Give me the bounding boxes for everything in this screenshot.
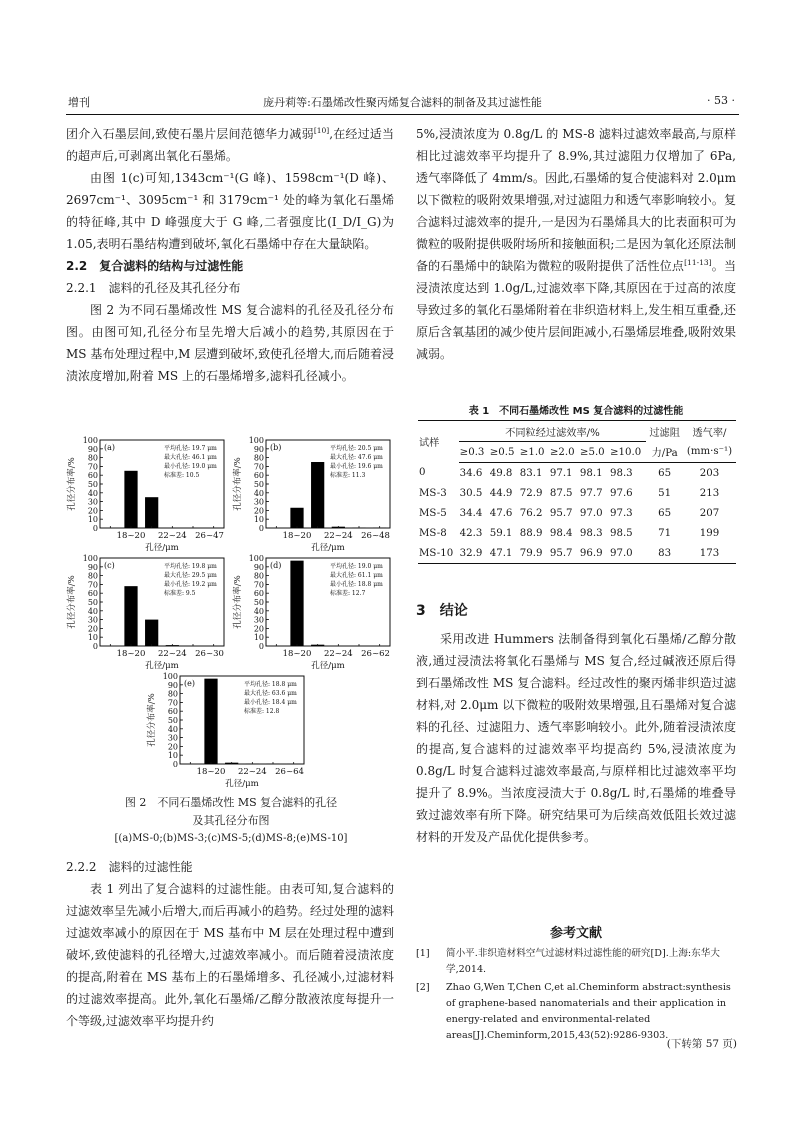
y-tick-label: 40 — [87, 488, 98, 498]
table-cell: 79.9 — [519, 543, 549, 564]
stat-annotation: 标准差: 12.7 — [330, 590, 366, 597]
panel-label: (e) — [184, 679, 195, 688]
header-permeability-unit: (mm·s⁻¹) — [683, 442, 736, 463]
x-tick-label: 22~24 — [237, 767, 267, 777]
stat-annotation: 平均孔径: 19.7 μm — [164, 445, 217, 452]
bar-19-20 — [204, 679, 217, 764]
table-row — [418, 543, 736, 564]
y-axis-label: 孔径分布率/% — [67, 457, 77, 511]
y-tick-label: 20 — [87, 624, 98, 634]
y-axis-label: 孔径分布率/% — [233, 457, 243, 511]
y-tick-label: 20 — [253, 624, 264, 634]
y-tick-label: 50 — [167, 716, 178, 725]
table-cell: 97.7 — [579, 487, 603, 499]
stat-annotation: 最小孔径: 18.8 μm — [330, 581, 383, 588]
x-tick-label: 26~64 — [275, 767, 304, 777]
table-cell: 76.2 — [519, 507, 543, 519]
reference-number: [2] — [416, 982, 430, 993]
y-tick-label: 10 — [253, 633, 264, 643]
table-cell: MS-5 — [419, 507, 447, 519]
y-tick-label: 90 — [167, 680, 178, 690]
stat-annotation: 最大孔径: 61.1 μm — [330, 572, 383, 579]
bar-20-21 — [145, 497, 158, 528]
y-tick-label: 100 — [162, 672, 178, 681]
table-1 — [418, 420, 736, 564]
y-tick-label: 0 — [258, 642, 264, 651]
y-tick-label: 90 — [253, 562, 264, 572]
table-row — [418, 503, 736, 523]
y-tick-label: 70 — [87, 580, 98, 590]
header-size: ≥0.3 — [459, 442, 489, 463]
stat-annotation: 最小孔径: 18.4 μm — [244, 699, 297, 706]
y-tick-label: 80 — [253, 453, 264, 463]
table-cell: MS-8 — [419, 527, 447, 539]
panel-label: (b) — [270, 443, 282, 452]
paragraph: 5%,浸渍浓度为 0.8g/L 的 MS-8 滤料过滤效率最高,与原样相比过滤效率平均提升了 8.9%,其过滤阻力仅增加了 6Pa,透气率降低了 4mm/s。因此,石墨烯的复合使滤料对 2.0μm 以下微粒的吸附效果增强,对过滤阻力和透气率影响较小。复合滤料过滤效率的提升,一是因为石墨烯具大的比表面积可为微粒的吸附提供吸附场所和接触面积;二是因为氧化还原法制备的石墨烯中的缺陷为微粒的吸附提供了活性位点[11-13]。当浸渍浓度达到 1.0g/L,过滤效率下降,其原因在于过高的浓度导致过多的氧化石墨烯附着在非织造材料上,发生相互重叠,还原后含氧基团的减少使片层间距减小,石墨烯层堆叠,吸附效果减弱。 — [416, 127, 736, 361]
y-tick-label: 50 — [87, 598, 98, 607]
pore-chart-c — [66, 554, 231, 672]
stat-annotation: 最大孔径: 46.1 μm — [164, 454, 217, 461]
paragraph: 表 1 列出了复合滤料的过滤性能。由表可知,复合滤料的过滤效率呈先减小后增大,而后再减小的趋势。经过处理的滤料过滤效率减小的原因在于 MS 基布中 M 层在处理过程中遭到破坏,致使滤料的孔径增大,过滤效率减小。而后随着浸渍浓度的提高,附着在 MS 基布上的石墨烯增多、孔径减小,过滤材料的过滤效率提高。此外,氧化石墨烯/乙醇分散液浓度每提升一个等级,过滤效率平均提升约 — [66, 882, 394, 1028]
x-tick-label: 18~20 — [116, 531, 146, 541]
header-permeability: 透气率/ — [683, 421, 736, 442]
table-cell: 59.1 — [489, 527, 513, 539]
stat-annotation: 最大孔径: 47.6 μm — [330, 454, 383, 461]
table-cell: 98.1 — [579, 467, 603, 479]
table-cell: 88.9 — [519, 527, 543, 539]
y-tick-label: 40 — [87, 606, 98, 616]
page-header — [66, 92, 739, 115]
left-column-top — [66, 123, 394, 387]
x-axis-label: 孔径/μm — [311, 661, 345, 671]
y-axis-label: 孔径分布率/% — [233, 575, 243, 629]
references-list — [416, 946, 738, 1046]
stat-annotation: 标准差: 11.3 — [330, 472, 366, 479]
y-tick-label: 70 — [253, 462, 264, 472]
y-tick-label: 50 — [253, 480, 264, 489]
table-cell: MS-3 — [419, 487, 447, 499]
stat-annotation: 标准差: 10.5 — [164, 472, 200, 479]
table-row — [418, 483, 736, 503]
y-tick-label: 0 — [92, 642, 98, 651]
panel-label: (d) — [270, 561, 282, 570]
y-tick-label: 10 — [87, 515, 98, 525]
reference-item — [416, 980, 738, 1044]
table-cell: 98.3 — [579, 527, 603, 539]
y-tick-label: 60 — [253, 589, 264, 599]
x-tick-label: 18~20 — [116, 649, 146, 659]
y-tick-label: 100 — [82, 436, 98, 445]
y-tick-label: 40 — [253, 606, 264, 616]
y-tick-label: 90 — [253, 444, 264, 454]
reference-number: [1] — [416, 948, 430, 959]
table-cell: 199 — [699, 527, 720, 539]
table-cell: 72.9 — [519, 487, 543, 499]
y-tick-label: 70 — [167, 698, 178, 708]
bar-19-20 — [290, 508, 303, 528]
pore-chart-b — [232, 436, 397, 554]
table-cell: 97.3 — [609, 507, 633, 519]
pore-chart-a — [66, 436, 231, 554]
section-heading-2-2-2: 2.2.2 滤料的过滤性能 — [66, 860, 193, 874]
conclusion — [416, 628, 736, 848]
table-cell: 0 — [419, 467, 426, 479]
x-tick-label: 18~20 — [196, 767, 226, 777]
figure-caption: 图 2 不同石墨烯改性 MS 复合滤料的孔径 — [124, 796, 338, 809]
y-tick-label: 90 — [87, 562, 98, 572]
table-cell: 98.4 — [549, 527, 573, 539]
x-axis-label: 孔径/μm — [311, 543, 345, 553]
stat-annotation: 最小孔径: 19.6 μm — [330, 463, 383, 470]
x-tick-label: 18~20 — [282, 649, 312, 659]
bar-19-20 — [290, 561, 303, 646]
y-tick-label: 30 — [253, 615, 264, 625]
table-cell: 97.6 — [609, 487, 633, 499]
paragraph: 团介入石墨层间,致使石墨片层间范德华力减弱[10],在经过适当的超声后,可剥离出氧化石墨烯。 — [66, 126, 394, 163]
section-heading-2-2-1: 2.2.1 滤料的孔径及其孔径分布 — [66, 281, 241, 295]
table-cell: 96.9 — [579, 543, 609, 564]
table-cell: 42.3 — [459, 527, 483, 539]
y-tick-label: 0 — [172, 760, 178, 769]
x-axis-label: 孔径/μm — [145, 661, 179, 671]
y-axis-label: 孔径分布率/% — [67, 575, 77, 629]
y-tick-label: 100 — [82, 554, 98, 563]
journal-issue: 增刊 — [68, 96, 90, 109]
stat-annotation: 平均孔径: 20.5 μm — [330, 445, 383, 452]
table-cell: 51 — [658, 487, 672, 499]
y-tick-label: 60 — [87, 471, 98, 481]
header-size: ≥1.0 — [519, 442, 549, 463]
table-cell: 95.7 — [549, 507, 573, 519]
table-cell: 30.5 — [459, 487, 483, 499]
bar-19-20 — [124, 471, 137, 528]
table-cell: 32.9 — [459, 543, 489, 564]
x-tick-label: 26~47 — [195, 531, 224, 541]
bar-20-21 — [145, 620, 158, 646]
y-tick-label: 20 — [167, 742, 178, 752]
stat-annotation: 标准差: 9.5 — [164, 590, 196, 597]
y-tick-label: 60 — [87, 589, 98, 599]
header-size: ≥5.0 — [579, 442, 609, 463]
x-tick-label: 18~20 — [282, 531, 312, 541]
table-cell: 213 — [699, 487, 720, 499]
table-cell: 98.3 — [609, 467, 633, 479]
stat-annotation: 最小孔径: 19.2 μm — [164, 581, 217, 588]
x-axis-label: 孔径/μm — [145, 543, 179, 553]
y-tick-label: 100 — [248, 554, 264, 563]
paragraph: 图 2 为不同石墨烯改性 MS 复合滤料的孔径及孔径分布图。由图可知,孔径分布呈先增大后减小的趋势,其原因在于 MS 基布处理过程中,M 层遭到破坏,致使孔径增大,而后随着浸渍浓度增加,附着 MS 上的石墨烯增多,滤料孔径减小。 — [66, 303, 394, 383]
y-tick-label: 70 — [87, 462, 98, 472]
y-tick-label: 70 — [253, 580, 264, 590]
pore-chart-e — [146, 672, 311, 790]
header-size: ≥0.5 — [489, 442, 519, 463]
header-resistance: 过滤阻 — [646, 421, 683, 442]
table-cell: 97.1 — [549, 467, 573, 479]
y-tick-label: 90 — [87, 444, 98, 454]
panel-label: (c) — [104, 561, 115, 570]
x-tick-label: 22~24 — [157, 531, 187, 541]
y-tick-label: 20 — [253, 506, 264, 516]
table-cell: 34.4 — [459, 507, 483, 519]
y-tick-label: 50 — [87, 480, 98, 489]
y-tick-label: 30 — [167, 733, 178, 743]
y-tick-label: 50 — [253, 598, 264, 607]
table-cell: MS-10 — [418, 543, 459, 564]
stat-annotation: 最大孔径: 63.6 μm — [244, 690, 297, 697]
y-tick-label: 80 — [87, 453, 98, 463]
header-efficiency-group: 不同粒经过滤效率/% — [459, 421, 647, 442]
table-cell: 173 — [683, 543, 736, 564]
header-sample: 试样 — [418, 421, 459, 463]
page-number: · 53 · — [707, 94, 735, 107]
y-tick-label: 60 — [167, 707, 178, 717]
figure-2 — [66, 436, 396, 792]
paragraph: 采用改进 Hummers 法制备得到氧化石墨烯/乙醇分散液,通过浸渍法将氧化石墨烯与 MS 复合,经过碱液还原后得到石墨烯改性 MS 复合滤料。经过改性的聚丙烯非织造过滤材料,对 2.0μm 以下微粒的吸附效果增强,且石墨烯对复合滤料的孔径、过滤阻力、透气率影响较小。此外,随着浸渍浓度的提高,复合滤料的过滤效率平均提高约 5%,浸渍浓度为 0.8g/L 时复合滤料过滤效率最高,与原样相比过滤效率平均提升了 8.9%。当浓度浸渍大于 0.8g/L 时,石墨烯的堆叠导致过滤效率有所下降。研究结果可为后续高效低阻长效过滤材料的开发及产品优化提供参考。 — [416, 632, 736, 844]
table-cell: 47.1 — [489, 543, 519, 564]
table-cell: 47.6 — [489, 507, 513, 519]
stat-annotation: 最小孔径: 19.0 μm — [164, 463, 217, 470]
table-cell: 207 — [699, 507, 720, 519]
x-tick-label: 22~24 — [323, 649, 353, 659]
header-size: ≥2.0 — [549, 442, 579, 463]
panel-label: (a) — [104, 443, 116, 452]
table-cell: 34.6 — [459, 467, 483, 479]
bar-20-21 — [311, 462, 324, 528]
left-column-bottom — [66, 856, 394, 1032]
section-heading-3: 3 结论 — [416, 603, 468, 619]
y-tick-label: 80 — [253, 571, 264, 581]
table-cell: 87.5 — [549, 487, 573, 499]
reference-text: 简小平.非织造材料空气过滤材料过滤性能的研究[D].上海:东华大学,2014. — [446, 948, 720, 975]
table-cell: 49.8 — [489, 467, 513, 479]
y-tick-label: 0 — [92, 524, 98, 533]
table-cell: 83.1 — [519, 467, 543, 479]
table-cell: 97.0 — [609, 543, 646, 564]
table-cell: 97.0 — [579, 507, 603, 519]
figure-caption-line2: 及其孔径分布图 — [192, 814, 270, 827]
y-tick-label: 10 — [167, 751, 178, 761]
y-tick-label: 40 — [253, 488, 264, 498]
citation: [10] — [313, 126, 330, 135]
y-tick-label: 30 — [253, 497, 264, 507]
y-tick-label: 80 — [87, 571, 98, 581]
header-resistance-unit: 力/Pa — [646, 442, 683, 463]
table-cell: 65 — [658, 507, 672, 519]
y-tick-label: 10 — [87, 633, 98, 643]
table-cell: 44.9 — [489, 487, 513, 499]
y-tick-label: 0 — [258, 524, 264, 533]
paragraph: 由图 1(c)可知,1343cm⁻¹(G 峰)、1598cm⁻¹(D 峰)、2697cm⁻¹、3095cm⁻¹ 和 3179cm⁻¹ 处的峰为氧化石墨烯的特征峰,其中 D 峰强度大于 G 峰,二者强度比(I_D/I_G)为 1.05,表明石墨结构遭到破坏,氧化石墨烯中存在大量缺陷。 — [66, 171, 394, 251]
bar-19-20 — [124, 586, 137, 646]
y-tick-label: 100 — [248, 436, 264, 445]
x-tick-label: 22~24 — [323, 531, 353, 541]
y-tick-label: 10 — [253, 515, 264, 525]
figure-caption-panels: [(a)MS-0;(b)MS-3;(c)MS-5;(d)MS-8;(e)MS-10] — [114, 833, 348, 844]
section-heading-2-2: 2.2 复合滤料的结构与过滤性能 — [66, 259, 244, 273]
y-axis-label: 孔径分布率/% — [147, 693, 157, 747]
y-tick-label: 80 — [167, 689, 178, 699]
y-tick-label: 20 — [87, 506, 98, 516]
stat-annotation: 平均孔径: 18.8 μm — [244, 681, 297, 688]
pore-chart-d — [232, 554, 397, 672]
table-cell: 71 — [658, 527, 672, 539]
table-cell: 95.7 — [549, 543, 579, 564]
citation: [11-13] — [684, 258, 712, 267]
y-tick-label: 60 — [253, 471, 264, 481]
y-tick-label: 30 — [87, 497, 98, 507]
continued-note: (下转第 57 页) — [666, 1038, 737, 1050]
references-heading: 参考文献 — [549, 926, 602, 941]
stat-annotation: 标准差: 12.8 — [244, 708, 280, 715]
table-cell: 98.5 — [609, 527, 633, 539]
x-tick-label: 26~62 — [361, 649, 390, 659]
x-tick-label: 22~24 — [157, 649, 187, 659]
x-axis-label: 孔径/μm — [225, 779, 259, 789]
stat-annotation: 最大孔径: 29.5 μm — [164, 572, 217, 579]
table-cell: 83 — [646, 543, 683, 564]
running-title: 庞丹莉等:石墨烯改性聚丙烯复合滤料的制备及其过滤性能 — [263, 96, 542, 109]
y-tick-label: 40 — [167, 724, 178, 734]
table-cell: 65 — [658, 467, 672, 479]
stat-annotation: 平均孔径: 19.8 μm — [164, 563, 217, 570]
table-row — [418, 523, 736, 543]
x-tick-label: 26~48 — [361, 531, 390, 541]
table-row — [418, 463, 736, 484]
y-tick-label: 30 — [87, 615, 98, 625]
x-tick-label: 26~30 — [195, 649, 224, 659]
right-column-top — [416, 123, 736, 365]
table-caption: 表 1 不同石墨烯改性 MS 复合滤料的过滤性能 — [468, 406, 684, 417]
header-size: ≥10.0 — [609, 442, 646, 463]
reference-text: Zhao G,Wen T,Chen C,et al.Cheminform abstract:synthesis of graphene-based nanomaterials and their application in energy-related and environmental-related areas[J].Cheminform,2015,43(52):9286-9303. — [446, 982, 731, 1041]
stat-annotation: 平均孔径: 19.0 μm — [330, 563, 383, 570]
table-cell: 203 — [699, 467, 720, 479]
reference-item — [416, 946, 738, 978]
